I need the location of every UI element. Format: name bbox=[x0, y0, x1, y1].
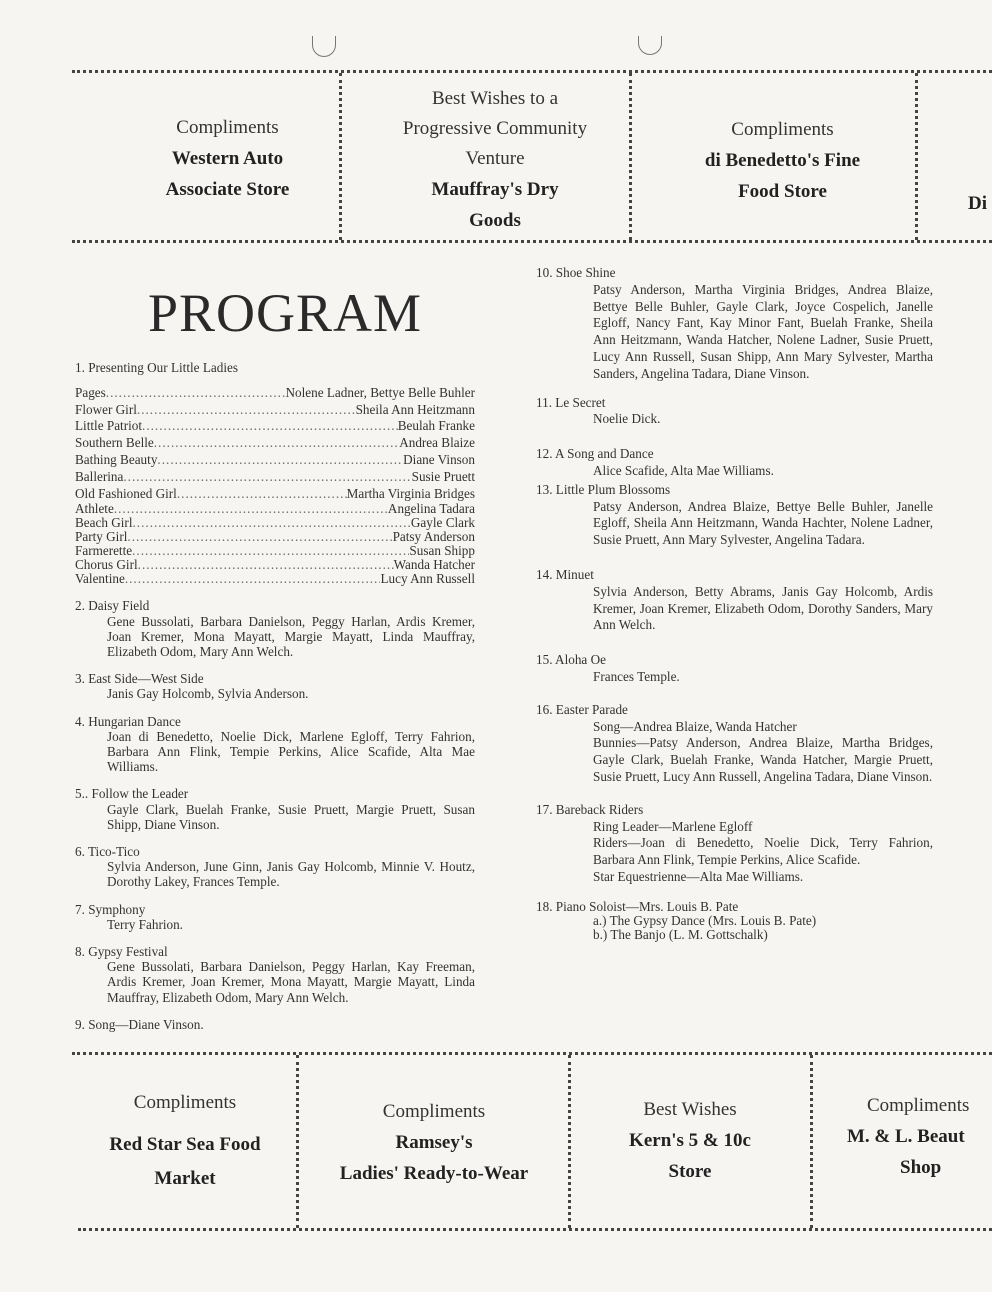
program-item bbox=[75, 786, 475, 832]
bottom-band-border-top bbox=[72, 1052, 992, 1055]
role: Pages bbox=[75, 384, 106, 400]
role-name: Nolene Ladner, Bettye Belle Buhler bbox=[285, 384, 475, 400]
bottom-band-divider bbox=[568, 1055, 571, 1228]
role-row bbox=[75, 418, 475, 435]
ad-best-wishes: Best Wishes bbox=[643, 1099, 737, 1120]
program-item bbox=[75, 598, 475, 659]
item-heading: 10. Shoe Shine bbox=[536, 265, 616, 280]
ad-ramseys bbox=[300, 1097, 568, 1189]
punch-hole-left bbox=[312, 36, 336, 57]
item-line: Song—Andrea Blaize, Wanda Hatcher bbox=[593, 718, 797, 734]
item-heading: 18. Piano Soloist—Mrs. Louis B. Pate bbox=[536, 898, 739, 914]
role: Farmerette bbox=[75, 543, 133, 559]
item-performers: Gayle Clark, Buelah Franke, Susie Pruett, Margie Pruett, Susan Shipp, Diane Vinson. bbox=[107, 801, 475, 832]
ad-text: Venture bbox=[465, 148, 525, 169]
top-band-divider bbox=[915, 73, 918, 240]
ad-text: Best Wishes to a bbox=[431, 88, 559, 109]
item-performers: Noelie Dick. bbox=[593, 411, 661, 427]
role-row bbox=[75, 558, 475, 572]
program-item bbox=[536, 395, 933, 429]
top-band-divider bbox=[339, 73, 342, 240]
item-heading: 11. Le Secret bbox=[536, 394, 606, 410]
item-heading: 5.. Follow the Leader bbox=[75, 786, 189, 802]
program-item bbox=[75, 844, 475, 890]
role-row bbox=[75, 502, 475, 516]
role-name: Wanda Hatcher bbox=[393, 557, 475, 573]
ad-business-name: Store bbox=[668, 1161, 712, 1182]
program-item bbox=[536, 482, 933, 549]
item-heading: 9. Song—Diane Vinson. bbox=[75, 1016, 204, 1032]
item-performers: Alice Scafide, Alta Mae Williams. bbox=[593, 462, 774, 478]
ad-compliments: Compliments bbox=[867, 1095, 970, 1116]
bottom-band-divider bbox=[810, 1055, 813, 1228]
ad-business-name: Market bbox=[154, 1168, 216, 1189]
role-row bbox=[75, 530, 475, 544]
item-heading: 1. Presenting Our Little Ladies bbox=[75, 360, 238, 375]
ad-compliments: Compliments bbox=[176, 117, 279, 138]
item-performers: Sylvia Anderson, June Ginn, Janis Gay Holcomb, Minnie V. Houtz, Dorothy Lakey, Frances Temple. bbox=[107, 859, 475, 890]
item-heading: 4. Hungarian Dance bbox=[75, 713, 181, 729]
program-left-column bbox=[75, 360, 475, 1044]
role-row bbox=[75, 486, 475, 503]
ad-mauffray bbox=[360, 84, 630, 236]
item-performers: Patsy Anderson, Martha Virginia Bridges, Andrea Blaize, Bettye Belle Buhler, Gayle Clark, Joyce Cospelich, Janelle Egloff, Nancy Fant, Kay Minor Fant, Buelah Franke, Sheila Ann Heitzmann, Wanda Hatcher, Nolene Ladner, Susie Pruett, Lucy Ann Russell, Susan Shipp, Ann Mary Sylvester, Martha Sanders, Angelina Tadara, Diane Vinson. bbox=[593, 281, 933, 381]
item-heading: 8. Gypsy Festival bbox=[75, 944, 168, 960]
role-row bbox=[75, 516, 475, 530]
program-item bbox=[75, 902, 475, 932]
role: Athlete bbox=[75, 501, 114, 517]
item-performers: Patsy Anderson, Andrea Blaize, Bettye Belle Buhler, Janelle Egloff, Sheila Ann Heitzmann, Wanda Hachter, Nolene Ladner, Susie Pruett, Ann Mary Sylvester, Angelina Tadara. bbox=[593, 498, 933, 548]
role-name: Sheila Ann Heitzmann bbox=[355, 401, 475, 417]
role-row bbox=[75, 402, 475, 419]
ad-business-name: di Benedetto's Fine bbox=[704, 150, 861, 171]
role: Party Girl bbox=[75, 529, 128, 545]
program-item bbox=[75, 1017, 475, 1032]
ad-western-auto bbox=[120, 113, 335, 205]
role-name: Patsy Anderson bbox=[392, 529, 475, 545]
role: Southern Belle bbox=[75, 435, 154, 451]
item-heading: 14. Minuet bbox=[536, 566, 594, 582]
item-line: Star Equestrienne—Alta Mae Williams. bbox=[593, 868, 804, 884]
item-heading: 7. Symphony bbox=[75, 901, 146, 917]
ad-di-benedetto bbox=[650, 115, 915, 207]
program-item bbox=[536, 567, 933, 634]
program-item bbox=[75, 944, 475, 1005]
item-line: b.) The Banjo (L. M. Gottschalk) bbox=[593, 926, 768, 942]
role: Valentine bbox=[75, 571, 125, 587]
program-item bbox=[75, 671, 475, 701]
item-line: a.) The Gypsy Dance (Mrs. Louis B. Pate) bbox=[593, 912, 817, 928]
program-item bbox=[536, 446, 933, 480]
top-band-border-top bbox=[72, 70, 992, 73]
role-name: Lucy Ann Russell bbox=[380, 571, 475, 587]
role: Little Patriot bbox=[75, 418, 143, 434]
role-row bbox=[75, 435, 475, 452]
ad-partial-right bbox=[968, 188, 992, 219]
item-performers: Sylvia Anderson, Betty Abrams, Janis Gay Holcomb, Ardis Kremer, Joan Kremer, Elizabeth Odom, Dorothy Sanders, Mary Ann Welch. bbox=[593, 583, 933, 633]
program-item bbox=[536, 265, 933, 383]
bottom-band-divider bbox=[296, 1055, 299, 1228]
program-item bbox=[536, 900, 933, 942]
role-name: Gayle Clark bbox=[410, 515, 475, 531]
item-line: Riders—Joan di Benedetto, Noelie Dick, Terry Fahrion, Barbara Ann Flink, Tempie Perkins, Alice Scafide. bbox=[593, 835, 933, 868]
role: Bathing Beauty bbox=[75, 451, 158, 467]
ad-business-name: M. & L. Beaut bbox=[847, 1126, 965, 1147]
ad-compliments: Compliments bbox=[731, 119, 834, 140]
item-line: Bunnies—Patsy Anderson, Andrea Blaize, Martha Bridges, Gayle Clark, Buelah Franke, Wanda Hatcher, Margie Pruett, Susie Pruett, Lucy Ann Russell, Angelina Tadara, Diane Vinson. bbox=[593, 735, 933, 784]
ad-red-star bbox=[80, 1088, 290, 1196]
item-heading: 12. A Song and Dance bbox=[536, 446, 654, 462]
role-name: Diane Vinson bbox=[403, 451, 475, 467]
program-item bbox=[536, 702, 933, 786]
bottom-band-border-bottom bbox=[78, 1228, 992, 1231]
item-performers: Terry Fahrion. bbox=[107, 916, 183, 932]
item-performers: Joan di Benedetto, Noelie Dick, Marlene Egloff, Terry Fahrion, Barbara Ann Flink, Tempie Perkins, Alice Scafide, Alta Mae Williams. bbox=[107, 728, 475, 775]
item-performers: Frances Temple. bbox=[593, 668, 680, 684]
item-heading: 17. Bareback Riders bbox=[536, 801, 644, 817]
role-name: Susie Pruett bbox=[411, 468, 475, 484]
page-title: PROGRAM bbox=[148, 283, 423, 343]
role-row bbox=[75, 385, 475, 402]
program-item bbox=[536, 652, 933, 686]
item-heading: 15. Aloha Oe bbox=[536, 652, 606, 668]
ad-business-name: Mauffray's Dry bbox=[431, 179, 559, 200]
ad-compliments: Compliments bbox=[382, 1101, 486, 1122]
item-performers: Janis Gay Holcomb, Sylvia Anderson. bbox=[107, 686, 309, 702]
role-row bbox=[75, 469, 475, 486]
role: Chorus Girl bbox=[75, 557, 138, 573]
item-performers: Gene Bussolati, Barbara Danielson, Peggy Harlan, Kay Freeman, Ardis Kremer, Joan Kremer, Mona Mayatt, Margie Mayatt, Linda Mauffray, Elizabeth Odom, Mary Ann Welch. bbox=[107, 959, 475, 1005]
ad-kerns bbox=[575, 1095, 805, 1187]
role-name: Andrea Blaize bbox=[399, 435, 475, 451]
ad-business-name: Associate Store bbox=[165, 179, 290, 200]
role-name: Angelina Tadara bbox=[387, 501, 475, 517]
top-band-border-bottom bbox=[72, 240, 992, 243]
program-item bbox=[536, 802, 933, 886]
ad-business-name: Shop bbox=[900, 1157, 942, 1178]
ad-business-name: Kern's 5 & 10c bbox=[629, 1130, 751, 1151]
punch-hole-right bbox=[638, 36, 662, 55]
item-heading: 16. Easter Parade bbox=[536, 701, 628, 717]
item-heading: 13. Little Plum Blossoms bbox=[536, 481, 671, 497]
program-item bbox=[75, 360, 475, 586]
role-name: Susan Shipp bbox=[409, 543, 475, 559]
program-item bbox=[75, 714, 475, 775]
ad-m-and-l bbox=[830, 1091, 992, 1183]
role-row bbox=[75, 452, 475, 469]
item-heading: 3. East Side—West Side bbox=[75, 671, 204, 687]
item-line: Ring Leader—Marlene Egloff bbox=[593, 818, 753, 834]
ad-compliments: Compliments bbox=[133, 1092, 237, 1113]
item-heading: 6. Tico-Tico bbox=[75, 844, 140, 860]
item-performers: Gene Bussolati, Barbara Danielson, Peggy Harlan, Ardis Kremer, Joan Kremer, Mona Mayatt, Margie Mayatt, Linda Mauffray, Elizabeth Odom, Mary Ann Welch. bbox=[107, 613, 475, 659]
ad-business-name: Ramsey's bbox=[395, 1132, 473, 1153]
ad-business-name: Goods bbox=[469, 210, 521, 231]
role-name: Beulah Franke bbox=[397, 418, 475, 434]
ad-business-name: Food Store bbox=[738, 181, 827, 202]
role: Flower Girl bbox=[75, 401, 137, 417]
ad-business-name: Di bbox=[968, 193, 987, 214]
role-name: Martha Virginia Bridges bbox=[346, 485, 475, 501]
role-row bbox=[75, 544, 475, 558]
role-list bbox=[75, 385, 475, 587]
role: Ballerina bbox=[75, 468, 124, 484]
ad-business-name: Ladies' Ready-to-Wear bbox=[339, 1163, 529, 1184]
ad-text: Progressive Community bbox=[402, 118, 588, 139]
program-right-column bbox=[536, 265, 933, 954]
role: Old Fashioned Girl bbox=[75, 485, 177, 501]
ad-business-name: Western Auto bbox=[171, 148, 284, 169]
ad-business-name: Red Star Sea Food bbox=[109, 1134, 261, 1155]
role: Beach Girl bbox=[75, 515, 133, 531]
item-heading: 2. Daisy Field bbox=[75, 598, 150, 614]
role-row bbox=[75, 572, 475, 586]
